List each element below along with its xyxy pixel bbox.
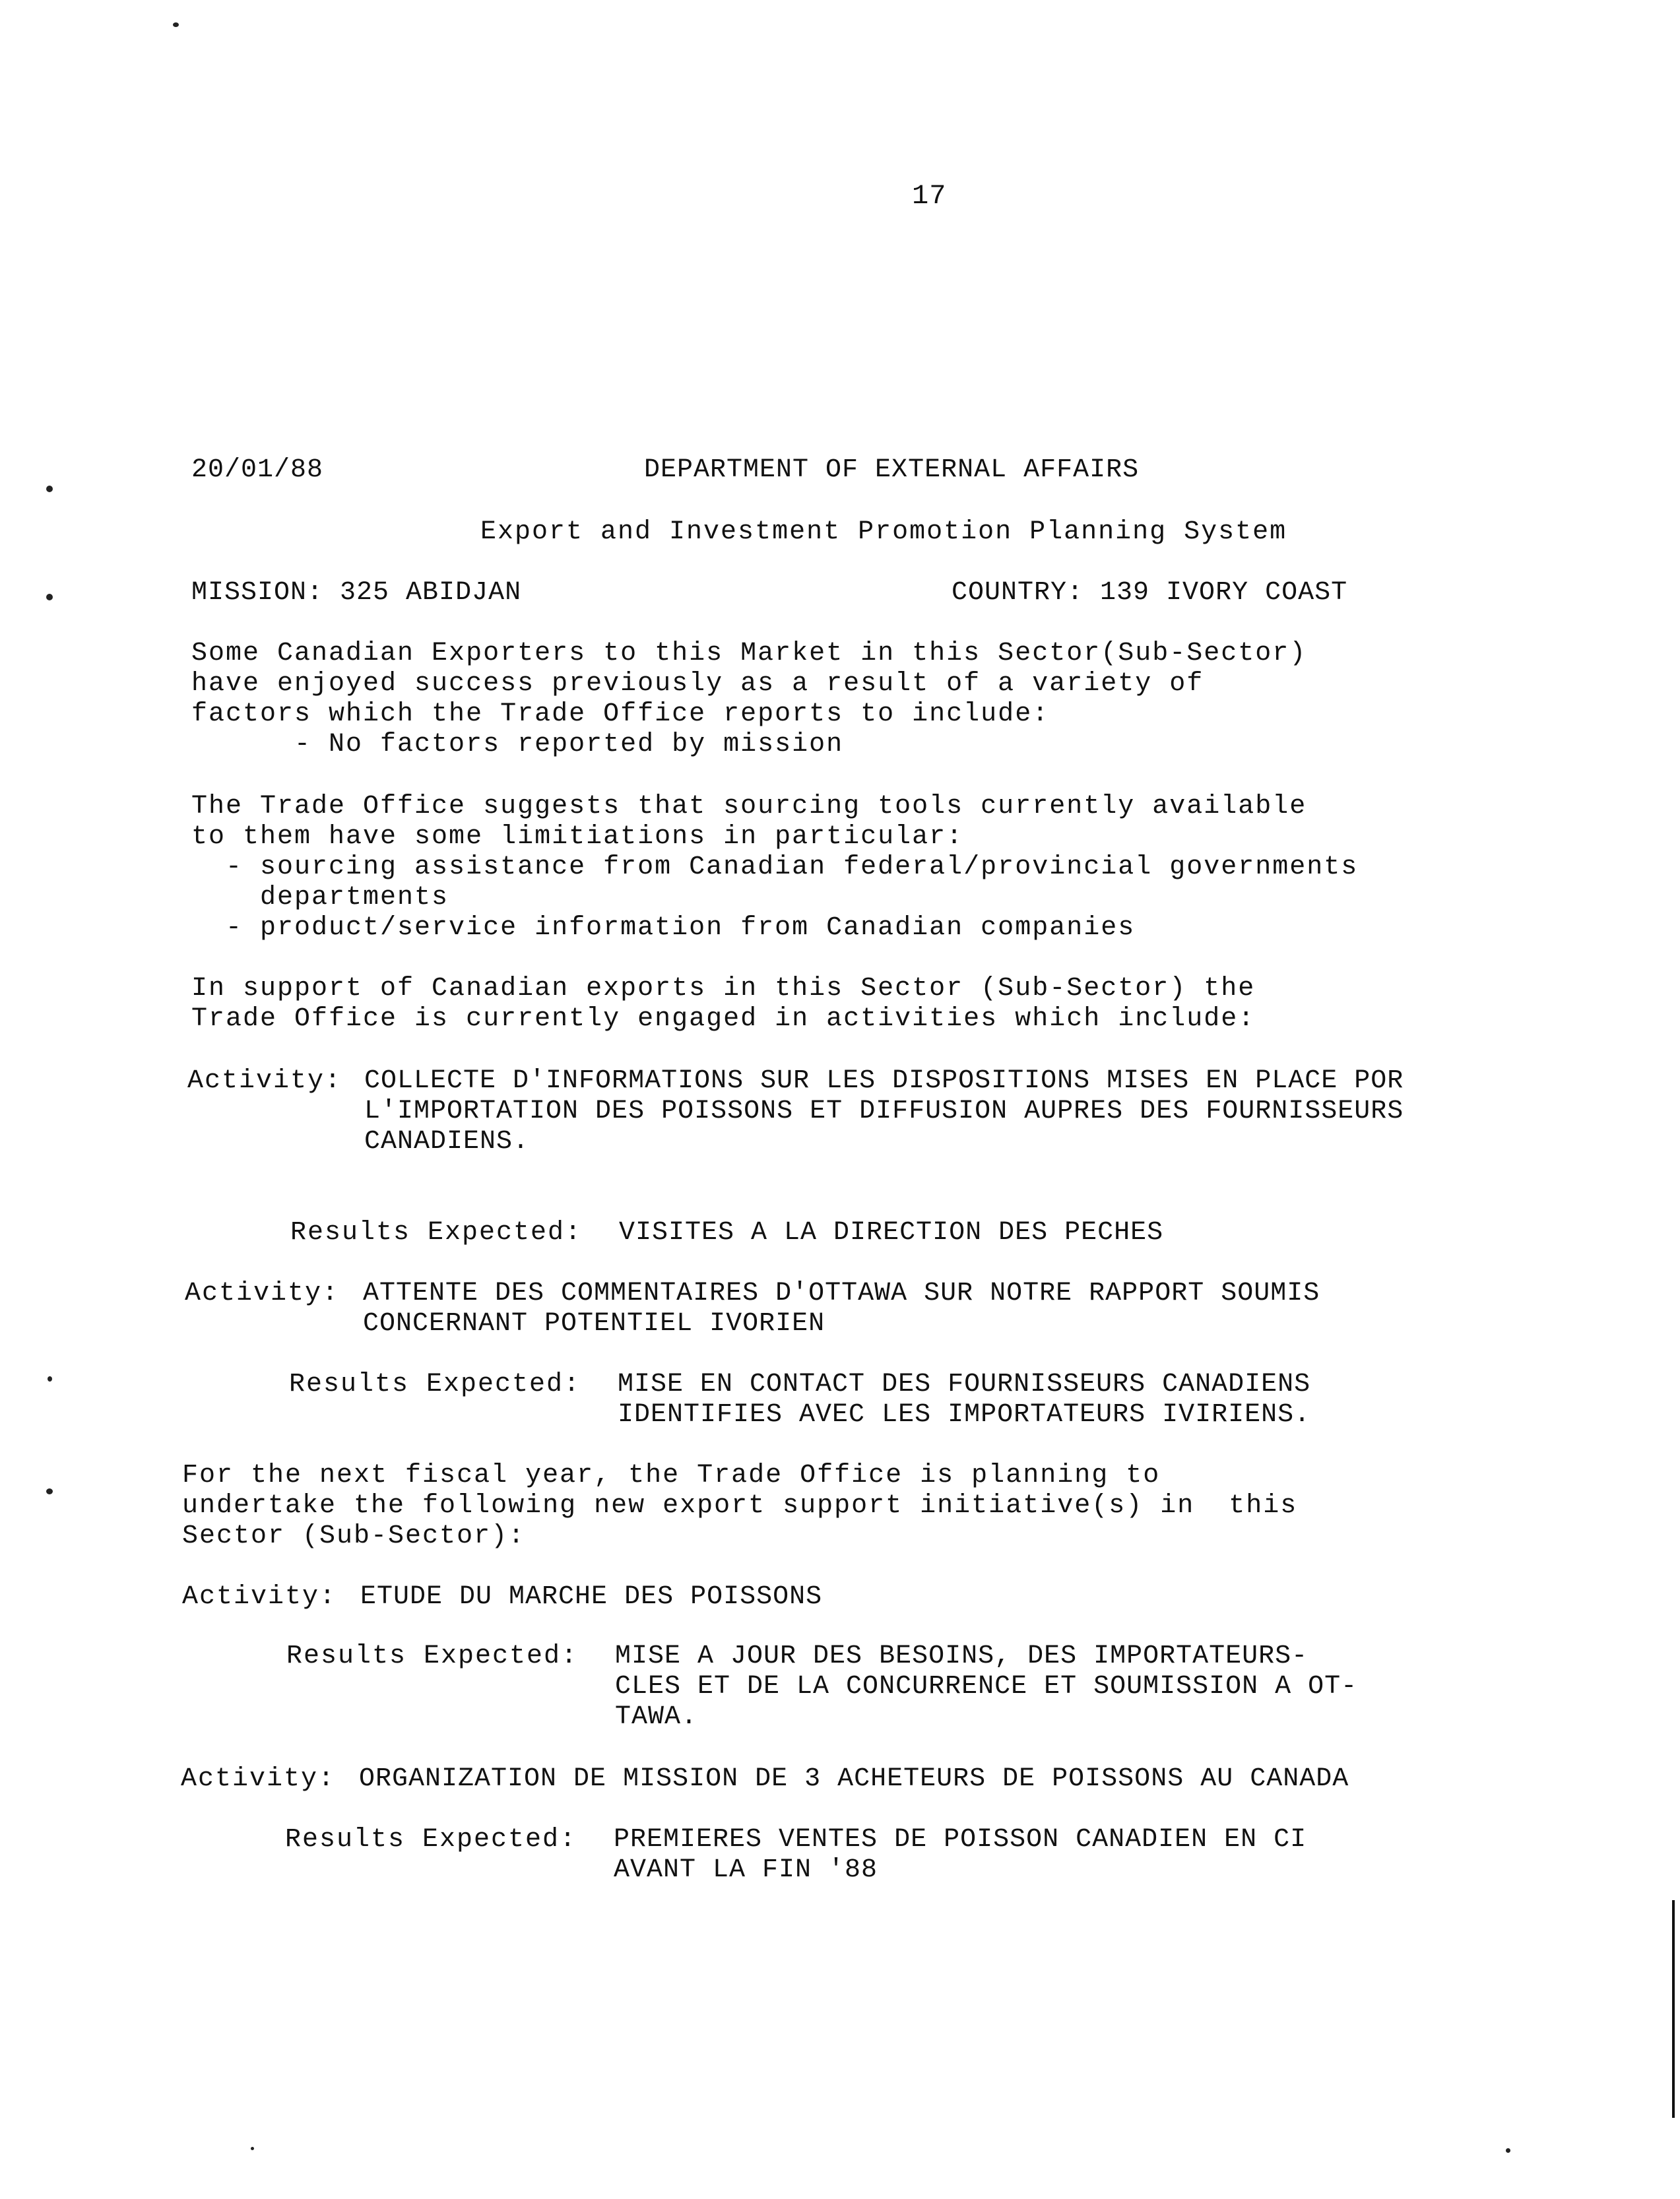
scan-speck	[46, 486, 53, 492]
results-label: Results Expected:	[286, 1641, 579, 1671]
country-code: COUNTRY: 139 IVORY COAST	[952, 578, 1348, 608]
results-line: MISE EN CONTACT DES FOURNISSEURS CANADIENS	[618, 1370, 1311, 1399]
results-line: VISITES A LA DIRECTION DES PECHES	[619, 1218, 1164, 1248]
activity-line: CANADIENS.	[364, 1127, 530, 1157]
scan-speck	[48, 1376, 52, 1382]
activity-line: ETUDE DU MARCHE DES POISSONS	[360, 1582, 823, 1612]
activity-line: L'IMPORTATION DES POISSONS ET DIFFUSION AUPRES DES FOURNISSEURS	[364, 1097, 1404, 1126]
activity-label: Activity:	[181, 1764, 336, 1794]
results-line: AVANT LA FIN '88	[614, 1855, 878, 1885]
results-line: MISE A JOUR DES BESOINS, DES IMPORTATEURS-	[615, 1641, 1308, 1671]
mission-code: MISSION: 325 ABIDJAN	[191, 578, 522, 608]
limitations-line: departments	[191, 883, 449, 912]
results-label: Results Expected:	[289, 1370, 581, 1399]
limitations-line: to them have some limitiations in particular:	[191, 822, 964, 852]
scan-speck	[251, 2147, 254, 2150]
system-title: Export and Investment Promotion Planning System	[480, 517, 1287, 547]
results-line: PREMIERES VENTES DE POISSON CANADIEN EN CI	[614, 1825, 1307, 1855]
report-date: 20/01/88	[191, 455, 324, 485]
activity-line: COLLECTE D'INFORMATIONS SUR LES DISPOSITIONS MISES EN PLACE POR	[364, 1066, 1404, 1096]
activity-label: Activity:	[187, 1066, 342, 1096]
success-line: have enjoyed success previously as a result of a variety of	[191, 669, 1204, 699]
support-line: In support of Canadian exports in this Sector (Sub-Sector) the	[191, 974, 1256, 1004]
support-line: Trade Office is currently engaged in activities which include:	[191, 1004, 1256, 1034]
success-line: - No factors reported by mission	[191, 730, 844, 759]
page-number: 17	[912, 180, 947, 212]
success-line: factors which the Trade Office reports to include:	[191, 699, 1050, 729]
limitations-line: - product/service information from Canadian companies	[191, 913, 1136, 943]
next-year-line: Sector (Sub-Sector):	[182, 1521, 526, 1551]
results-line: CLES ET DE LA CONCURRENCE ET SOUMISSION A OT-	[615, 1672, 1358, 1702]
scan-speck	[173, 22, 179, 27]
activity-label: Activity:	[185, 1279, 340, 1308]
results-line: TAWA.	[615, 1702, 698, 1732]
activity-line: ORGANIZATION DE MISSION DE 3 ACHETEURS DE POISSONS AU CANADA	[359, 1764, 1349, 1794]
scan-speck	[1506, 2148, 1510, 2153]
activity-line: CONCERNANT POTENTIEL IVORIEN	[363, 1309, 825, 1339]
next-year-line: undertake the following new export support initiative(s) in this	[182, 1491, 1298, 1521]
success-line: Some Canadian Exporters to this Market in this Sector(Sub-Sector)	[191, 639, 1307, 668]
next-year-line: For the next fiscal year, the Trade Office is planning to	[182, 1461, 1161, 1490]
department-title: DEPARTMENT OF EXTERNAL AFFAIRS	[644, 455, 1140, 485]
results-label: Results Expected:	[285, 1825, 577, 1855]
limitations-line: The Trade Office suggests that sourcing tools currently available	[191, 792, 1307, 821]
activity-label: Activity:	[182, 1582, 337, 1612]
results-label: Results Expected:	[290, 1218, 583, 1248]
activity-line: ATTENTE DES COMMENTAIRES D'OTTAWA SUR NOTRE RAPPORT SOUMIS	[363, 1279, 1320, 1308]
scan-edge-mark	[1672, 1900, 1675, 2118]
results-line: IDENTIFIES AVEC LES IMPORTATEURS IVIRIENS.	[618, 1400, 1311, 1430]
scan-speck	[46, 1488, 53, 1494]
scan-speck	[46, 594, 53, 600]
limitations-line: - sourcing assistance from Canadian federal/provincial governments	[191, 852, 1359, 882]
